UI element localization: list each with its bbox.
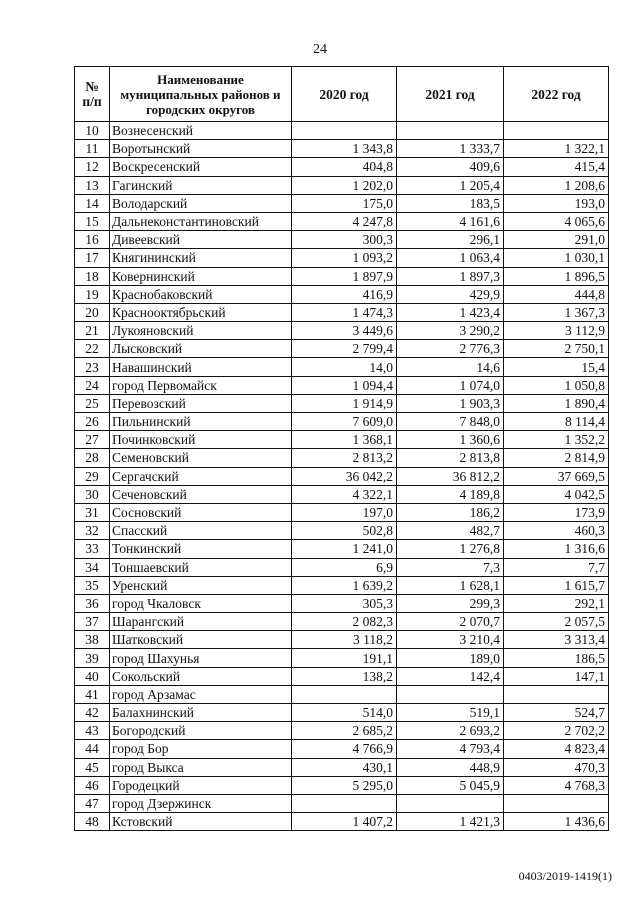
value-2022: 1 352,2: [504, 431, 609, 449]
value-2021: [397, 794, 504, 812]
value-2021: 2 813,8: [397, 449, 504, 467]
value-2020: [292, 685, 397, 703]
value-2020: 2 799,4: [292, 340, 397, 358]
table-row: [75, 813, 609, 831]
value-2021: 2 693,2: [397, 722, 504, 740]
row-number: 25: [75, 394, 110, 412]
row-number: 30: [75, 485, 110, 503]
value-2022: 292,1: [504, 594, 609, 612]
value-2020: 36 042,2: [292, 467, 397, 485]
value-2020: 1 639,2: [292, 576, 397, 594]
value-2020: 416,9: [292, 285, 397, 303]
value-2021: 1 205,4: [397, 176, 504, 194]
value-2022: 444,8: [504, 285, 609, 303]
value-2022: 1 890,4: [504, 394, 609, 412]
value-2021: 409,6: [397, 158, 504, 176]
value-2022: 2 702,2: [504, 722, 609, 740]
table-row: [75, 212, 609, 230]
value-2020: 1 094,4: [292, 376, 397, 394]
value-2022: 3 112,9: [504, 322, 609, 340]
value-2022: 1 316,6: [504, 540, 609, 558]
value-2022: 1 208,6: [504, 176, 609, 194]
value-2022: 1 436,6: [504, 813, 609, 831]
table-row: [75, 394, 609, 412]
value-2021: 2 776,3: [397, 340, 504, 358]
district-name: Шатковский: [110, 631, 292, 649]
value-2022: 291,0: [504, 231, 609, 249]
table-row: [75, 576, 609, 594]
district-name: Дальнеконстантиновский: [110, 212, 292, 230]
district-name: Володарский: [110, 194, 292, 212]
value-2020: 1 474,3: [292, 303, 397, 321]
table-row: [75, 358, 609, 376]
value-2022: [504, 685, 609, 703]
value-2021: 5 045,9: [397, 776, 504, 794]
value-2021: 448,9: [397, 758, 504, 776]
district-name: город Арзамас: [110, 685, 292, 703]
table-row: [75, 667, 609, 685]
district-name: Лукояновский: [110, 322, 292, 340]
value-2020: 6,9: [292, 558, 397, 576]
district-name: Балахнинский: [110, 704, 292, 722]
value-2022: 4 768,3: [504, 776, 609, 794]
row-number: 33: [75, 540, 110, 558]
value-2021: 2 070,7: [397, 613, 504, 631]
row-number: 14: [75, 194, 110, 212]
row-number: 20: [75, 303, 110, 321]
value-2022: 2 814,9: [504, 449, 609, 467]
value-2021: 482,7: [397, 522, 504, 540]
value-2020: 4 766,9: [292, 740, 397, 758]
district-name: Сосновский: [110, 503, 292, 521]
value-2021: 1 421,3: [397, 813, 504, 831]
row-number: 15: [75, 212, 110, 230]
table-row: [75, 794, 609, 812]
district-name: Навашинский: [110, 358, 292, 376]
value-2020: 1 093,2: [292, 249, 397, 267]
district-name: Сергачский: [110, 467, 292, 485]
value-2021: 1 276,8: [397, 540, 504, 558]
table-row: [75, 158, 609, 176]
row-number: 34: [75, 558, 110, 576]
table-row: [75, 685, 609, 703]
table-row: [75, 704, 609, 722]
value-2021: 3 210,4: [397, 631, 504, 649]
value-2021: 4 793,4: [397, 740, 504, 758]
value-2022: 147,1: [504, 667, 609, 685]
value-2020: 197,0: [292, 503, 397, 521]
district-name: Краснооктябрьский: [110, 303, 292, 321]
row-number: 10: [75, 122, 110, 140]
value-2021: 1 360,6: [397, 431, 504, 449]
value-2022: 173,9: [504, 503, 609, 521]
value-2022: [504, 122, 609, 140]
row-number: 48: [75, 813, 110, 831]
value-2020: 514,0: [292, 704, 397, 722]
value-2022: 1 896,5: [504, 267, 609, 285]
row-number: 46: [75, 776, 110, 794]
district-name: Вознесенский: [110, 122, 292, 140]
row-number: 16: [75, 231, 110, 249]
value-2021: 4 161,6: [397, 212, 504, 230]
value-2020: 1 897,9: [292, 267, 397, 285]
table-row: [75, 540, 609, 558]
district-name: город Выкса: [110, 758, 292, 776]
district-name: город Бор: [110, 740, 292, 758]
value-2022: 8 114,4: [504, 413, 609, 431]
row-number: 28: [75, 449, 110, 467]
value-2020: 14,0: [292, 358, 397, 376]
row-number: 45: [75, 758, 110, 776]
row-number: 11: [75, 140, 110, 158]
value-2022: 186,5: [504, 649, 609, 667]
table-row: [75, 322, 609, 340]
district-name: Краснобаковский: [110, 285, 292, 303]
table-row: [75, 449, 609, 467]
table-header-row: [75, 67, 609, 122]
value-2022: 415,4: [504, 158, 609, 176]
value-2021: 1 074,0: [397, 376, 504, 394]
row-number: 41: [75, 685, 110, 703]
district-name: город Шахунья: [110, 649, 292, 667]
value-2021: [397, 122, 504, 140]
table-row: [75, 340, 609, 358]
value-2020: 305,3: [292, 594, 397, 612]
value-2020: 1 914,9: [292, 394, 397, 412]
value-2020: 502,8: [292, 522, 397, 540]
row-number: 12: [75, 158, 110, 176]
row-number: 38: [75, 631, 110, 649]
district-name: Кстовский: [110, 813, 292, 831]
value-2020: [292, 122, 397, 140]
district-name: Шарангский: [110, 613, 292, 631]
value-2022: 37 669,5: [504, 467, 609, 485]
value-2022: 3 313,4: [504, 631, 609, 649]
value-2021: 14,6: [397, 358, 504, 376]
value-2022: 15,4: [504, 358, 609, 376]
district-name: город Дзержинск: [110, 794, 292, 812]
header-2021: 2021 год: [397, 67, 504, 122]
value-2020: 1 241,0: [292, 540, 397, 558]
row-number: 21: [75, 322, 110, 340]
district-name: Тоншаевский: [110, 558, 292, 576]
district-name: Княгининский: [110, 249, 292, 267]
value-2021: 1 897,3: [397, 267, 504, 285]
value-2020: 430,1: [292, 758, 397, 776]
value-2022: 1 030,1: [504, 249, 609, 267]
value-2020: 404,8: [292, 158, 397, 176]
table-row: [75, 758, 609, 776]
value-2020: 4 322,1: [292, 485, 397, 503]
table-row: [75, 176, 609, 194]
value-2020: 1 202,0: [292, 176, 397, 194]
value-2021: 183,5: [397, 194, 504, 212]
row-number: 24: [75, 376, 110, 394]
table-row: [75, 140, 609, 158]
district-name: Семеновский: [110, 449, 292, 467]
table-row: [75, 194, 609, 212]
value-2020: 5 295,0: [292, 776, 397, 794]
value-2020: [292, 794, 397, 812]
district-name: Ковернинский: [110, 267, 292, 285]
value-2020: 300,3: [292, 231, 397, 249]
table-row: [75, 776, 609, 794]
row-number: 43: [75, 722, 110, 740]
row-number: 39: [75, 649, 110, 667]
row-number: 17: [75, 249, 110, 267]
row-number: 42: [75, 704, 110, 722]
value-2020: 2 813,2: [292, 449, 397, 467]
district-name: Богородский: [110, 722, 292, 740]
table-row: [75, 722, 609, 740]
value-2022: 7,7: [504, 558, 609, 576]
district-name: Сеченовский: [110, 485, 292, 503]
table-row: [75, 467, 609, 485]
value-2022: 460,3: [504, 522, 609, 540]
value-2022: 2 057,5: [504, 613, 609, 631]
value-2021: 296,1: [397, 231, 504, 249]
table-row: [75, 285, 609, 303]
row-number: 35: [75, 576, 110, 594]
value-2020: 1 407,2: [292, 813, 397, 831]
value-2021: 189,0: [397, 649, 504, 667]
value-2021: 7 848,0: [397, 413, 504, 431]
value-2021: 1 423,4: [397, 303, 504, 321]
value-2022: 1 367,3: [504, 303, 609, 321]
table-row: [75, 631, 609, 649]
value-2022: 1 322,1: [504, 140, 609, 158]
district-name: город Чкаловск: [110, 594, 292, 612]
district-name: Дивеевский: [110, 231, 292, 249]
district-name: Спасский: [110, 522, 292, 540]
table-row: [75, 431, 609, 449]
row-number: 22: [75, 340, 110, 358]
value-2020: 2 082,3: [292, 613, 397, 631]
value-2020: 1 368,1: [292, 431, 397, 449]
value-2022: 2 750,1: [504, 340, 609, 358]
value-2022: 4 065,6: [504, 212, 609, 230]
value-2022: 1 050,8: [504, 376, 609, 394]
table-row: [75, 231, 609, 249]
value-2021: 186,2: [397, 503, 504, 521]
value-2021: 1 333,7: [397, 140, 504, 158]
value-2020: 3 118,2: [292, 631, 397, 649]
value-2021: 429,9: [397, 285, 504, 303]
row-number: 26: [75, 413, 110, 431]
value-2020: 191,1: [292, 649, 397, 667]
value-2021: 1 063,4: [397, 249, 504, 267]
value-2021: 1 628,1: [397, 576, 504, 594]
table-row: [75, 376, 609, 394]
row-number: 37: [75, 613, 110, 631]
table-row: [75, 249, 609, 267]
row-number: 40: [75, 667, 110, 685]
header-number: № п/п: [75, 67, 110, 122]
district-name: Тонкинский: [110, 540, 292, 558]
row-number: 29: [75, 467, 110, 485]
table-row: [75, 413, 609, 431]
value-2021: 299,3: [397, 594, 504, 612]
row-number: 23: [75, 358, 110, 376]
header-name: Наименование муниципальных районов и городских округов: [110, 67, 292, 122]
table-row: [75, 267, 609, 285]
district-name: Городецкий: [110, 776, 292, 794]
value-2022: [504, 794, 609, 812]
district-name: город Первомайск: [110, 376, 292, 394]
table-row: [75, 740, 609, 758]
district-name: Лысковский: [110, 340, 292, 358]
district-name: Пильнинский: [110, 413, 292, 431]
header-2020: 2020 год: [292, 67, 397, 122]
value-2020: 2 685,2: [292, 722, 397, 740]
district-name: Уренский: [110, 576, 292, 594]
value-2020: 1 343,8: [292, 140, 397, 158]
table-row: [75, 303, 609, 321]
value-2022: 193,0: [504, 194, 609, 212]
value-2021: 1 903,3: [397, 394, 504, 412]
district-name: Воротынский: [110, 140, 292, 158]
district-name: Сокольский: [110, 667, 292, 685]
value-2020: 138,2: [292, 667, 397, 685]
row-number: 27: [75, 431, 110, 449]
table-row: [75, 649, 609, 667]
row-number: 31: [75, 503, 110, 521]
row-number: 47: [75, 794, 110, 812]
table-row: [75, 503, 609, 521]
value-2020: 4 247,8: [292, 212, 397, 230]
value-2022: 470,3: [504, 758, 609, 776]
value-2021: 7,3: [397, 558, 504, 576]
district-name: Воскресенский: [110, 158, 292, 176]
value-2021: 519,1: [397, 704, 504, 722]
table-row: [75, 558, 609, 576]
value-2021: 142,4: [397, 667, 504, 685]
table-row: [75, 594, 609, 612]
table-row: [75, 485, 609, 503]
value-2022: 4 042,5: [504, 485, 609, 503]
table-body: [75, 122, 609, 831]
row-number: 19: [75, 285, 110, 303]
table-row: [75, 613, 609, 631]
value-2020: 3 449,6: [292, 322, 397, 340]
district-name: Гагинский: [110, 176, 292, 194]
value-2022: 1 615,7: [504, 576, 609, 594]
table-row: [75, 122, 609, 140]
data-table: [74, 66, 609, 831]
value-2020: 7 609,0: [292, 413, 397, 431]
row-number: 18: [75, 267, 110, 285]
table-row: [75, 522, 609, 540]
value-2022: 524,7: [504, 704, 609, 722]
row-number: 44: [75, 740, 110, 758]
value-2021: [397, 685, 504, 703]
value-2022: 4 823,4: [504, 740, 609, 758]
row-number: 36: [75, 594, 110, 612]
value-2021: 36 812,2: [397, 467, 504, 485]
value-2020: 175,0: [292, 194, 397, 212]
value-2021: 4 189,8: [397, 485, 504, 503]
district-name: Починковский: [110, 431, 292, 449]
row-number: 32: [75, 522, 110, 540]
value-2021: 3 290,2: [397, 322, 504, 340]
page-number: 24: [313, 42, 327, 57]
header-2022: 2022 год: [504, 67, 609, 122]
document-code: 0403/2019-1419(1): [518, 869, 612, 883]
district-name: Перевозский: [110, 394, 292, 412]
row-number: 13: [75, 176, 110, 194]
